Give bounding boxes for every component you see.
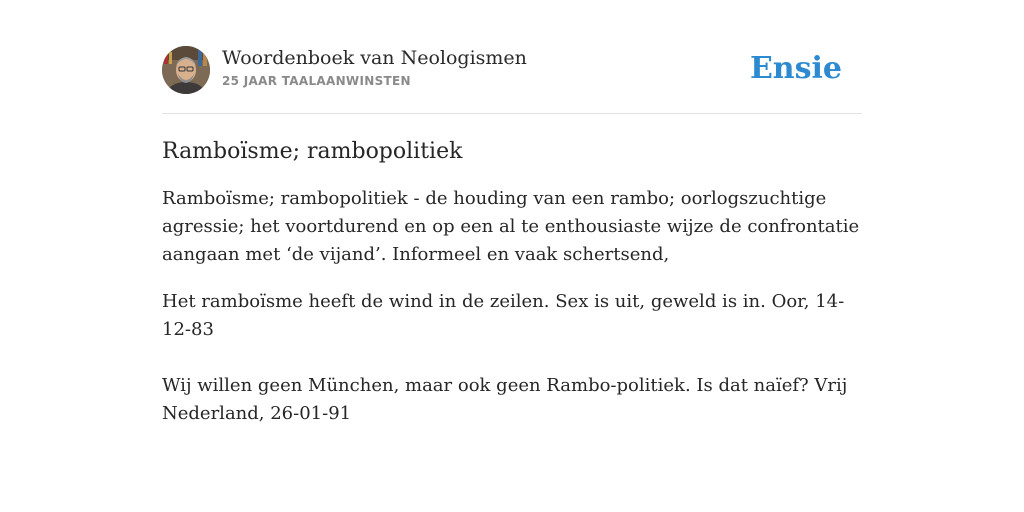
entry-definition: Ramboïsme; rambopolitiek - de houding van een rambo; oorlogszuchtige agressie; het voortdurend en op een al te enthousiaste wijze de confrontatie aangaan met ‘de vijand’. Informeel en vaak schertsend, — [162, 188, 860, 265]
entry-example: Wij willen geen München, maar ook geen Rambo-politiek. Is dat naïef? Vrij Nederland, 26-01-91 — [162, 375, 848, 424]
entry-title: Ramboïsme; rambopolitiek — [162, 139, 463, 164]
avatar[interactable] — [162, 46, 210, 94]
author-portrait-icon — [162, 46, 210, 94]
site-title-block — [222, 46, 527, 88]
site-title[interactable]: Woordenboek van Neologismen — [222, 47, 527, 69]
entry-content — [162, 136, 862, 456]
entry-example: Het ramboïsme heeft de wind in de zeilen. Sex is uit, geweld is in. Oor, 14-12-83 — [162, 291, 845, 340]
header-divider — [162, 113, 862, 114]
brand-logo[interactable]: Ensie — [749, 51, 842, 86]
header — [162, 46, 862, 96]
site-subtitle: 25 JAAR TAALAANWINSTEN — [222, 74, 411, 88]
